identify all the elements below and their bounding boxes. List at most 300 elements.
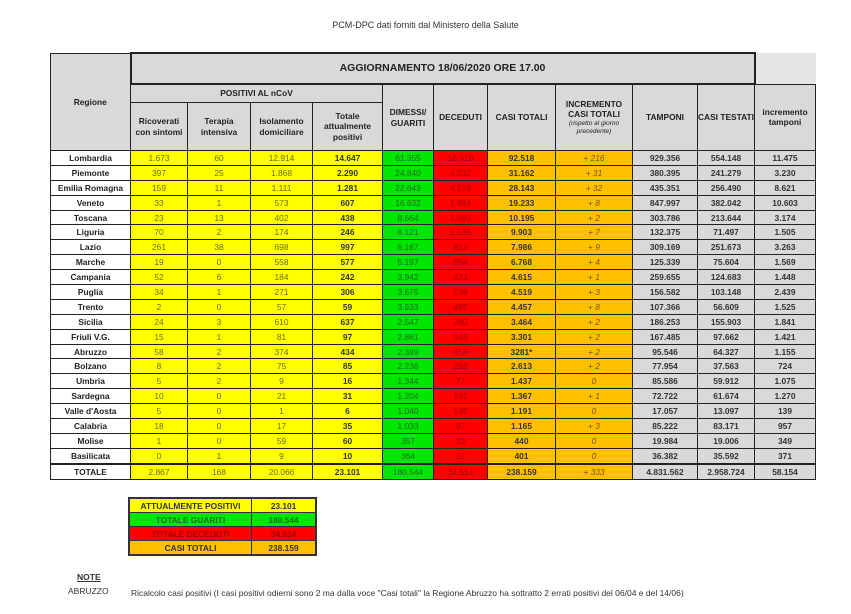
cell-incr-tamponi: 139 [755, 404, 816, 419]
cell-isolamento: 9 [251, 374, 313, 389]
cell-ricoverati: 34 [131, 285, 188, 300]
cell-incremento: + 1 [556, 389, 633, 404]
cell-regione: Campania [51, 270, 131, 285]
cell-ricoverati: 23 [131, 210, 188, 225]
cell-isolamento: 558 [251, 255, 313, 270]
cell-deceduti: 97 [434, 419, 488, 434]
cell-incr-tamponi: 1.569 [755, 255, 816, 270]
cell-isolamento: 1.111 [251, 180, 313, 195]
cell-ricoverati: 19 [131, 255, 188, 270]
cell-terapia: 0 [188, 255, 251, 270]
cell-deceduti: 77 [434, 374, 488, 389]
cell-incr-tamponi: 1.075 [755, 374, 816, 389]
cell-ricoverati: 18 [131, 419, 188, 434]
cell-incremento: + 9 [556, 240, 633, 255]
table-row [51, 344, 816, 359]
cell-testati: 19.006 [698, 433, 755, 448]
cell-testati: 251.673 [698, 240, 755, 255]
cell-terapia: 1 [188, 195, 251, 210]
cell-regione: Abruzzo [51, 344, 131, 359]
cell-incremento: 0 [556, 374, 633, 389]
cell-tamponi: 85.222 [633, 419, 698, 434]
cell-regione: Trento [51, 299, 131, 314]
cell-deceduti: 458 [434, 344, 488, 359]
table-row [51, 299, 816, 314]
cell-totale: 31 [313, 389, 383, 404]
table-body [51, 151, 816, 480]
cell-deceduti: 1.093 [434, 210, 488, 225]
cell-tamponi: 156.582 [633, 285, 698, 300]
cell-incr-tamponi: 349 [755, 433, 816, 448]
cell-incr-tamponi: 2.439 [755, 285, 816, 300]
cell-terapia: 38 [188, 240, 251, 255]
header-positivi-group: POSITIVI AL nCoV [131, 84, 383, 103]
cell-casi: 401 [488, 448, 556, 463]
cell-testati: 35.592 [698, 448, 755, 463]
cell-casi: 3.464 [488, 314, 556, 329]
cell-regione: Molise [51, 433, 131, 448]
cell-tamponi: 77.954 [633, 359, 698, 374]
header-blank [755, 53, 816, 84]
cell-casi: 4.519 [488, 285, 556, 300]
cell-isolamento: 21 [251, 389, 313, 404]
cell-testati: 37.563 [698, 359, 755, 374]
table-row [51, 404, 816, 419]
cell-testati: 256.490 [698, 180, 755, 195]
cell-dimessi: 180.544 [383, 464, 434, 479]
table-row [51, 240, 816, 255]
cell-testati: 75.604 [698, 255, 755, 270]
cell-regione: Toscana [51, 210, 131, 225]
summary-label: CASI TOTALI [129, 541, 252, 556]
cell-terapia: 168 [188, 464, 251, 479]
cell-totale: 6 [313, 404, 383, 419]
cell-regione: Lombardia [51, 151, 131, 166]
summary-row [129, 498, 316, 513]
cell-isolamento: 1.868 [251, 165, 313, 180]
header-incremento-tamponi: incremento tamponi [755, 84, 816, 151]
cell-totale: 97 [313, 329, 383, 344]
header-incremento [556, 84, 633, 151]
summary-label: TOTALE DECEDUTI [129, 527, 252, 541]
table-row [51, 255, 816, 270]
cell-regione: Sardegna [51, 389, 131, 404]
cell-regione: Piemonte [51, 165, 131, 180]
summary-value: 34.514 [252, 527, 317, 541]
cell-regione: Basilicata [51, 448, 131, 463]
cell-isolamento: 17 [251, 419, 313, 434]
cell-ricoverati: 70 [131, 225, 188, 240]
cell-totale: 637 [313, 314, 383, 329]
summary-label: TOTALE GUARITI [129, 513, 252, 527]
cell-testati: 554.148 [698, 151, 755, 166]
cell-testati: 382.042 [698, 195, 755, 210]
cell-isolamento: 12.914 [251, 151, 313, 166]
table-row [51, 374, 816, 389]
cell-tamponi: 303.786 [633, 210, 698, 225]
cell-casi: 1.165 [488, 419, 556, 434]
cell-testati: 56.609 [698, 299, 755, 314]
cell-isolamento: 610 [251, 314, 313, 329]
cell-casi: 238.159 [488, 464, 556, 479]
cell-deceduti: 23 [434, 433, 488, 448]
cell-regione: Umbria [51, 374, 131, 389]
cell-isolamento: 75 [251, 359, 313, 374]
cell-casi: 28.143 [488, 180, 556, 195]
header-update: AGGIORNAMENTO 18/06/2020 ORE 17.00 [131, 53, 755, 84]
cell-totale: 60 [313, 433, 383, 448]
cell-ricoverati: 8 [131, 359, 188, 374]
cell-terapia: 1 [188, 329, 251, 344]
cell-incremento: 0 [556, 404, 633, 419]
table-row-total [51, 464, 816, 479]
cell-incr-tamponi: 1.841 [755, 314, 816, 329]
cell-casi: 92.518 [488, 151, 556, 166]
cell-testati: 124.683 [698, 270, 755, 285]
covid-regional-table [50, 52, 816, 480]
cell-incr-tamponi: 1.448 [755, 270, 816, 285]
header-casi-totali: CASI TOTALI [488, 84, 556, 151]
cell-testati: 97.662 [698, 329, 755, 344]
summary-row [129, 541, 316, 556]
cell-tamponi: 107.366 [633, 299, 698, 314]
cell-tamponi: 4.831.562 [633, 464, 698, 479]
cell-dimessi: 5.197 [383, 255, 434, 270]
cell-terapia: 1 [188, 448, 251, 463]
report-subtitle: PCM-DPC dati forniti dal Ministero della Salute [332, 20, 519, 30]
cell-totale: 1.281 [313, 180, 383, 195]
header-terapia: Terapia intensiva [188, 103, 251, 151]
cell-casi: 2.613 [488, 359, 556, 374]
table-row [51, 165, 816, 180]
cell-deceduti: 27 [434, 448, 488, 463]
cell-deceduti: 538 [434, 285, 488, 300]
table-row [51, 419, 816, 434]
cell-dimessi: 3.675 [383, 285, 434, 300]
header-tamponi: TAMPONI [633, 84, 698, 151]
cell-isolamento: 573 [251, 195, 313, 210]
cell-deceduti: 994 [434, 255, 488, 270]
cell-isolamento: 184 [251, 270, 313, 285]
cell-totale: 306 [313, 285, 383, 300]
cell-totale: 2.290 [313, 165, 383, 180]
table-row [51, 270, 816, 285]
cell-incremento: + 8 [556, 299, 633, 314]
cell-tamponi: 929.356 [633, 151, 698, 166]
cell-deceduti: 16.516 [434, 151, 488, 166]
cell-regione: Friuli V.G. [51, 329, 131, 344]
cell-totale: 59 [313, 299, 383, 314]
cell-terapia: 0 [188, 404, 251, 419]
cell-isolamento: 698 [251, 240, 313, 255]
cell-deceduti: 433 [434, 270, 488, 285]
summary-value: 238.159 [252, 541, 317, 556]
cell-ricoverati: 15 [131, 329, 188, 344]
cell-dimessi: 2.236 [383, 359, 434, 374]
cell-tamponi: 435.351 [633, 180, 698, 195]
cell-testati: 71.497 [698, 225, 755, 240]
cell-ricoverati: 159 [131, 180, 188, 195]
cell-isolamento: 81 [251, 329, 313, 344]
cell-terapia: 60 [188, 151, 251, 166]
cell-casi: 7.986 [488, 240, 556, 255]
cell-totale: 16 [313, 374, 383, 389]
cell-casi: 4.457 [488, 299, 556, 314]
cell-incr-tamponi: 8.621 [755, 180, 816, 195]
cell-dimessi: 2.547 [383, 314, 434, 329]
cell-tamponi: 380.395 [633, 165, 698, 180]
cell-totale: 607 [313, 195, 383, 210]
cell-dimessi: 24.840 [383, 165, 434, 180]
cell-dimessi: 357 [383, 433, 434, 448]
cell-totale: 23.101 [313, 464, 383, 479]
cell-terapia: 13 [188, 210, 251, 225]
cell-terapia: 2 [188, 359, 251, 374]
header-deceduti: DECEDUTI [434, 84, 488, 151]
cell-incr-tamponi: 371 [755, 448, 816, 463]
cell-regione: Lazio [51, 240, 131, 255]
cell-casi: 10.195 [488, 210, 556, 225]
summary-row [129, 527, 316, 541]
summary-label: ATTUALMENTE POSITIVI [129, 498, 252, 513]
cell-ricoverati: 1 [131, 433, 188, 448]
cell-deceduti: 145 [434, 404, 488, 419]
cell-ricoverati: 1.673 [131, 151, 188, 166]
cell-isolamento: 20.066 [251, 464, 313, 479]
cell-incr-tamponi: 1.155 [755, 344, 816, 359]
cell-totale: 242 [313, 270, 383, 285]
cell-isolamento: 271 [251, 285, 313, 300]
cell-incr-tamponi: 724 [755, 359, 816, 374]
table-row [51, 285, 816, 300]
cell-casi: 3281* [488, 344, 556, 359]
table-row [51, 433, 816, 448]
cell-incremento: 0 [556, 433, 633, 448]
cell-tamponi: 847.997 [633, 195, 698, 210]
table-row [51, 448, 816, 463]
cell-casi: 31.162 [488, 165, 556, 180]
summary-value: 23.101 [252, 498, 317, 513]
cell-testati: 64.327 [698, 344, 755, 359]
table-row [51, 210, 816, 225]
cell-totale: 35 [313, 419, 383, 434]
cell-incr-tamponi: 1.505 [755, 225, 816, 240]
cell-incremento: + 216 [556, 151, 633, 166]
cell-totale: 14.647 [313, 151, 383, 166]
cell-deceduti: 292 [434, 359, 488, 374]
table-row [51, 180, 816, 195]
cell-ricoverati: 24 [131, 314, 188, 329]
notes-title: NOTE [77, 572, 101, 582]
cell-incr-tamponi: 957 [755, 419, 816, 434]
cell-tamponi: 72.722 [633, 389, 698, 404]
header-regione: Regione [51, 53, 131, 151]
cell-tamponi: 85.586 [633, 374, 698, 389]
cell-casi: 19.233 [488, 195, 556, 210]
table-row [51, 225, 816, 240]
cell-deceduti: 1.536 [434, 225, 488, 240]
cell-ricoverati: 10 [131, 389, 188, 404]
header-totale-positivi: Totale attualmente positivi [313, 103, 383, 151]
cell-incr-tamponi: 10.603 [755, 195, 816, 210]
cell-regione: TOTALE [51, 464, 131, 479]
cell-casi: 1.367 [488, 389, 556, 404]
cell-tamponi: 132.375 [633, 225, 698, 240]
cell-deceduti: 343 [434, 329, 488, 344]
cell-testati: 155.903 [698, 314, 755, 329]
cell-incremento: + 8 [556, 195, 633, 210]
header-casi-testati: CASI TESTATI [698, 84, 755, 151]
header-incremento-note: (rispetto al giorno precedente) [568, 119, 620, 135]
cell-dimessi: 8.664 [383, 210, 434, 225]
cell-testati: 103.148 [698, 285, 755, 300]
cell-dimessi: 61.355 [383, 151, 434, 166]
summary-value: 180.544 [252, 513, 317, 527]
cell-testati: 61.674 [698, 389, 755, 404]
cell-ricoverati: 0 [131, 448, 188, 463]
cell-testati: 59.912 [698, 374, 755, 389]
cell-terapia: 6 [188, 270, 251, 285]
cell-casi: 1.437 [488, 374, 556, 389]
cell-incr-tamponi: 3.174 [755, 210, 816, 225]
cell-incremento: + 7 [556, 225, 633, 240]
cell-ricoverati: 33 [131, 195, 188, 210]
cell-deceduti: 4.032 [434, 165, 488, 180]
cell-tamponi: 17.057 [633, 404, 698, 419]
cell-dimessi: 3.942 [383, 270, 434, 285]
cell-isolamento: 174 [251, 225, 313, 240]
cell-ricoverati: 5 [131, 374, 188, 389]
cell-incremento: + 1 [556, 270, 633, 285]
cell-tamponi: 186.253 [633, 314, 698, 329]
cell-regione: Liguria [51, 225, 131, 240]
table-row [51, 329, 816, 344]
cell-incremento: + 2 [556, 344, 633, 359]
cell-isolamento: 59 [251, 433, 313, 448]
cell-terapia: 0 [188, 419, 251, 434]
notes-region: ABRUZZO [68, 586, 109, 596]
cell-casi: 9.903 [488, 225, 556, 240]
cell-incremento: + 3 [556, 285, 633, 300]
cell-terapia: 2 [188, 225, 251, 240]
cell-dimessi: 1.204 [383, 389, 434, 404]
cell-terapia: 3 [188, 314, 251, 329]
table-row [51, 359, 816, 374]
cell-ricoverati: 397 [131, 165, 188, 180]
cell-tamponi: 36.382 [633, 448, 698, 463]
cell-ricoverati: 58 [131, 344, 188, 359]
cell-testati: 13.097 [698, 404, 755, 419]
cell-dimessi: 22.643 [383, 180, 434, 195]
cell-deceduti: 465 [434, 299, 488, 314]
cell-totale: 10 [313, 448, 383, 463]
cell-incremento: + 32 [556, 180, 633, 195]
cell-terapia: 25 [188, 165, 251, 180]
cell-incremento: + 2 [556, 329, 633, 344]
table-row [51, 389, 816, 404]
cell-ricoverati: 261 [131, 240, 188, 255]
cell-incremento: + 2 [556, 210, 633, 225]
cell-incremento: + 3 [556, 419, 633, 434]
header-ricoverati: Ricoverati con sintomi [131, 103, 188, 151]
cell-dimessi: 16.632 [383, 195, 434, 210]
cell-terapia: 0 [188, 389, 251, 404]
cell-ricoverati: 2 [131, 299, 188, 314]
cell-regione: Marche [51, 255, 131, 270]
cell-totale: 85 [313, 359, 383, 374]
cell-regione: Emilia Romagna [51, 180, 131, 195]
header-incremento-label: INCREMENTO CASI TOTALI [565, 98, 623, 120]
cell-tamponi: 259.655 [633, 270, 698, 285]
cell-isolamento: 374 [251, 344, 313, 359]
cell-incr-tamponi: 3.263 [755, 240, 816, 255]
cell-terapia: 1 [188, 285, 251, 300]
cell-tamponi: 167.485 [633, 329, 698, 344]
cell-dimessi: 1.033 [383, 419, 434, 434]
cell-incr-tamponi: 1.421 [755, 329, 816, 344]
cell-totale: 434 [313, 344, 383, 359]
table-row [51, 151, 816, 166]
cell-regione: Puglia [51, 285, 131, 300]
cell-terapia: 0 [188, 433, 251, 448]
cell-casi: 6.768 [488, 255, 556, 270]
cell-incremento: + 2 [556, 359, 633, 374]
cell-ricoverati: 52 [131, 270, 188, 285]
cell-tamponi: 19.984 [633, 433, 698, 448]
summary-box [128, 497, 317, 556]
cell-incremento: + 31 [556, 165, 633, 180]
cell-deceduti: 1.994 [434, 195, 488, 210]
cell-dimessi: 2.861 [383, 329, 434, 344]
cell-testati: 2.958.724 [698, 464, 755, 479]
cell-casi: 440 [488, 433, 556, 448]
cell-deceduti: 822 [434, 240, 488, 255]
cell-incr-tamponi: 58.154 [755, 464, 816, 479]
cell-incr-tamponi: 3.230 [755, 165, 816, 180]
cell-terapia: 2 [188, 344, 251, 359]
cell-dimessi: 2.389 [383, 344, 434, 359]
cell-casi: 1.191 [488, 404, 556, 419]
cell-testati: 213.644 [698, 210, 755, 225]
cell-incr-tamponi: 11.475 [755, 151, 816, 166]
header-dimessi: DIMESSI/ GUARITI [383, 84, 434, 151]
cell-dimessi: 8.121 [383, 225, 434, 240]
cell-incremento: + 2 [556, 314, 633, 329]
cell-dimessi: 6.167 [383, 240, 434, 255]
cell-terapia: 2 [188, 374, 251, 389]
cell-regione: Bolzano [51, 359, 131, 374]
cell-ricoverati: 2.867 [131, 464, 188, 479]
cell-deceduti: 4.219 [434, 180, 488, 195]
cell-tamponi: 95.546 [633, 344, 698, 359]
cell-regione: Valle d'Aosta [51, 404, 131, 419]
cell-tamponi: 309.169 [633, 240, 698, 255]
table-row [51, 195, 816, 210]
cell-incremento: 0 [556, 448, 633, 463]
cell-incr-tamponi: 1.270 [755, 389, 816, 404]
cell-incremento: + 4 [556, 255, 633, 270]
cell-totale: 577 [313, 255, 383, 270]
cell-isolamento: 1 [251, 404, 313, 419]
cell-casi: 3.301 [488, 329, 556, 344]
cell-deceduti: 132 [434, 389, 488, 404]
cell-totale: 438 [313, 210, 383, 225]
cell-totale: 997 [313, 240, 383, 255]
cell-regione: Sicilia [51, 314, 131, 329]
cell-casi: 4.615 [488, 270, 556, 285]
cell-totale: 246 [313, 225, 383, 240]
cell-ricoverati: 5 [131, 404, 188, 419]
